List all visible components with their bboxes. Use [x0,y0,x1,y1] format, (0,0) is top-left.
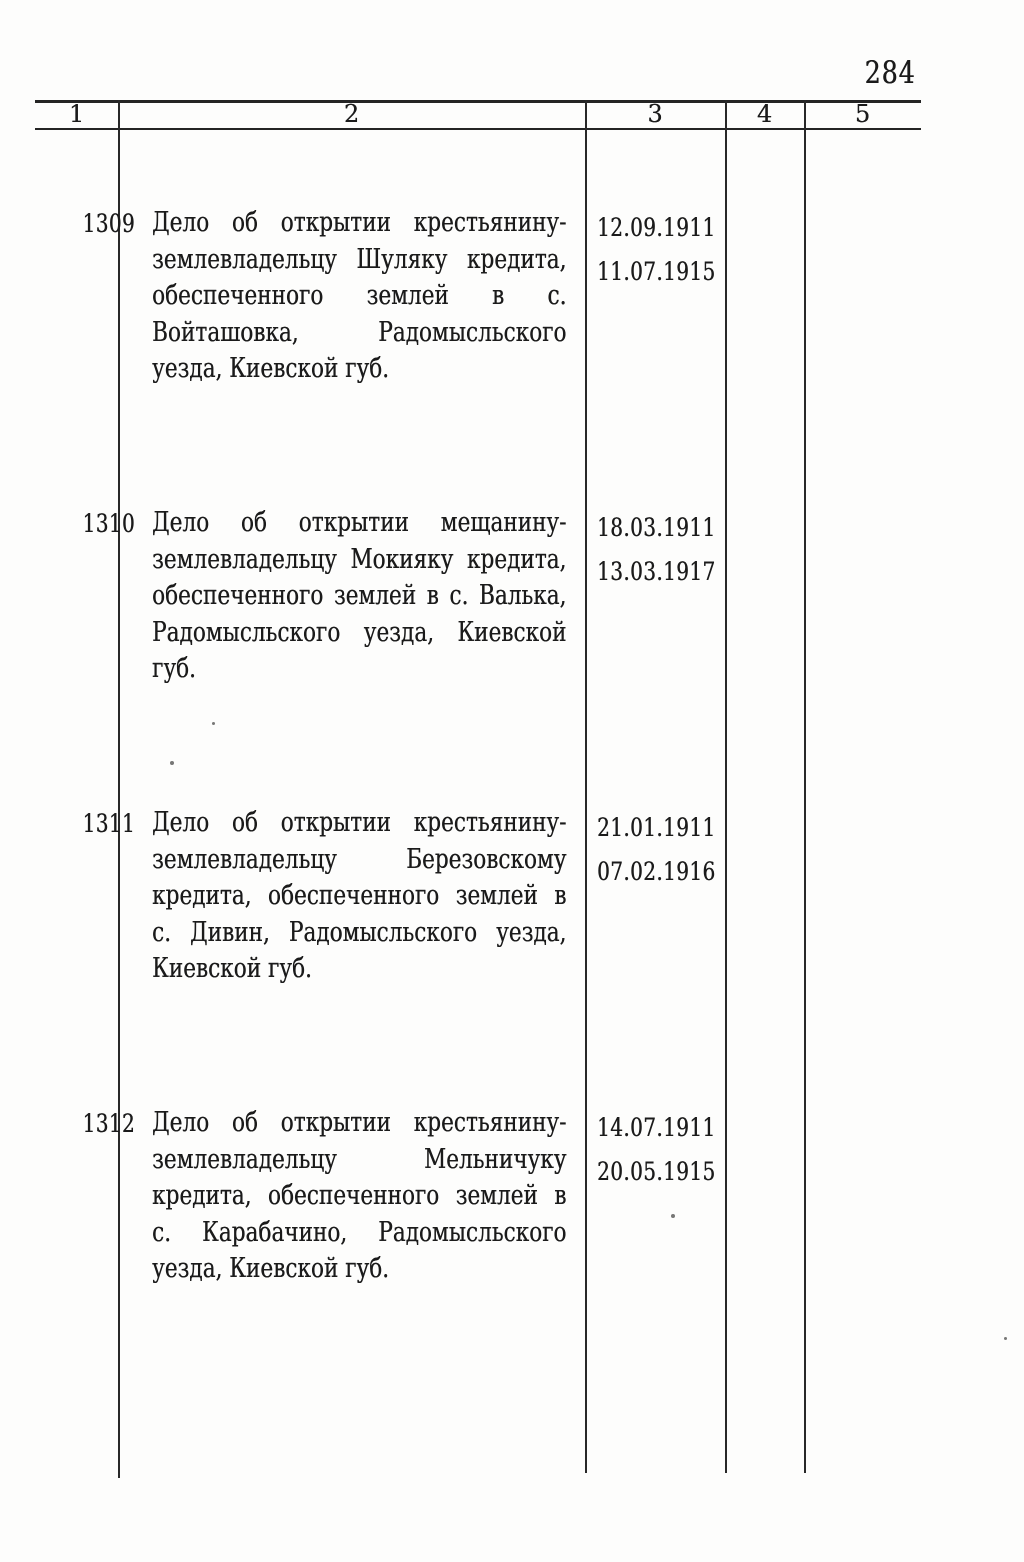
description-line: Радомысльского уезда, Киевской [152,616,567,648]
scan-speck [170,761,174,765]
scan-speck [212,722,215,725]
case-dates [597,1106,725,1194]
start-date: 18.03.1911 [597,513,716,542]
table-row [0,505,1024,797]
column-header-3: 3 [647,100,663,128]
case-number: 1312 [82,1109,135,1138]
scan-speck [1004,1337,1007,1340]
start-date: 12.09.1911 [597,213,716,242]
case-description [152,505,566,688]
column-header-1: 1 [68,100,85,128]
case-dates [597,806,725,894]
description-line: Дело об открытии крестьянину- [152,207,567,238]
column-header-5: 5 [854,100,871,128]
table-header-rule [35,128,921,130]
description-line: Войташовка, Радомысльского [152,316,567,348]
description-line: с. Карабачино, Радомысльского [152,1216,567,1248]
start-date: 14.07.1911 [597,1113,716,1142]
case-dates [597,506,725,594]
column-header-4: 4 [756,100,773,128]
start-date: 21.01.1911 [597,813,716,842]
case-description [152,205,566,388]
description-line: кредита, обеспеченного землей в [152,1180,567,1211]
description-line: Киевской губ. [152,953,312,984]
description-line: землевладельцу Мельничуку [152,1143,567,1175]
scan-speck [671,1214,675,1218]
page-number: 284 [864,55,916,91]
description-line: землевладельцу Березовскому [152,843,567,875]
end-date: 07.02.1916 [597,857,716,886]
description-line: уезда, Киевской губ. [152,353,389,384]
end-date: 20.05.1915 [597,1157,716,1186]
description-line: Дело об открытии мещанину- [152,507,567,538]
case-description [152,805,566,988]
description-line: обеспеченного землей в с. Валька, [152,580,567,611]
description-line: землевладельцу Мокияку кредита, [152,543,567,575]
description-line: землевладельцу Шуляку кредита, [152,243,567,275]
table-row [0,1105,1024,1397]
description-line: Дело об открытии крестьянину- [152,807,567,838]
table-row [0,805,1024,1097]
description-line: губ. [152,653,196,684]
end-date: 11.07.1915 [597,257,716,286]
case-number: 1310 [82,509,135,538]
case-dates [597,206,725,294]
description-line: кредита, обеспеченного землей в [152,880,567,911]
end-date: 13.03.1917 [597,557,716,586]
description-line: обеспеченного землей в с. [152,280,567,311]
case-description [152,1105,566,1288]
description-line: уезда, Киевской губ. [152,1253,389,1284]
description-line: с. Дивин, Радомысльского уезда, [152,916,567,948]
case-number: 1311 [82,809,135,838]
table-row [0,205,1024,497]
description-line: Дело об открытии крестьянину- [152,1107,567,1138]
column-header-2: 2 [343,100,360,128]
case-number: 1309 [82,209,135,238]
